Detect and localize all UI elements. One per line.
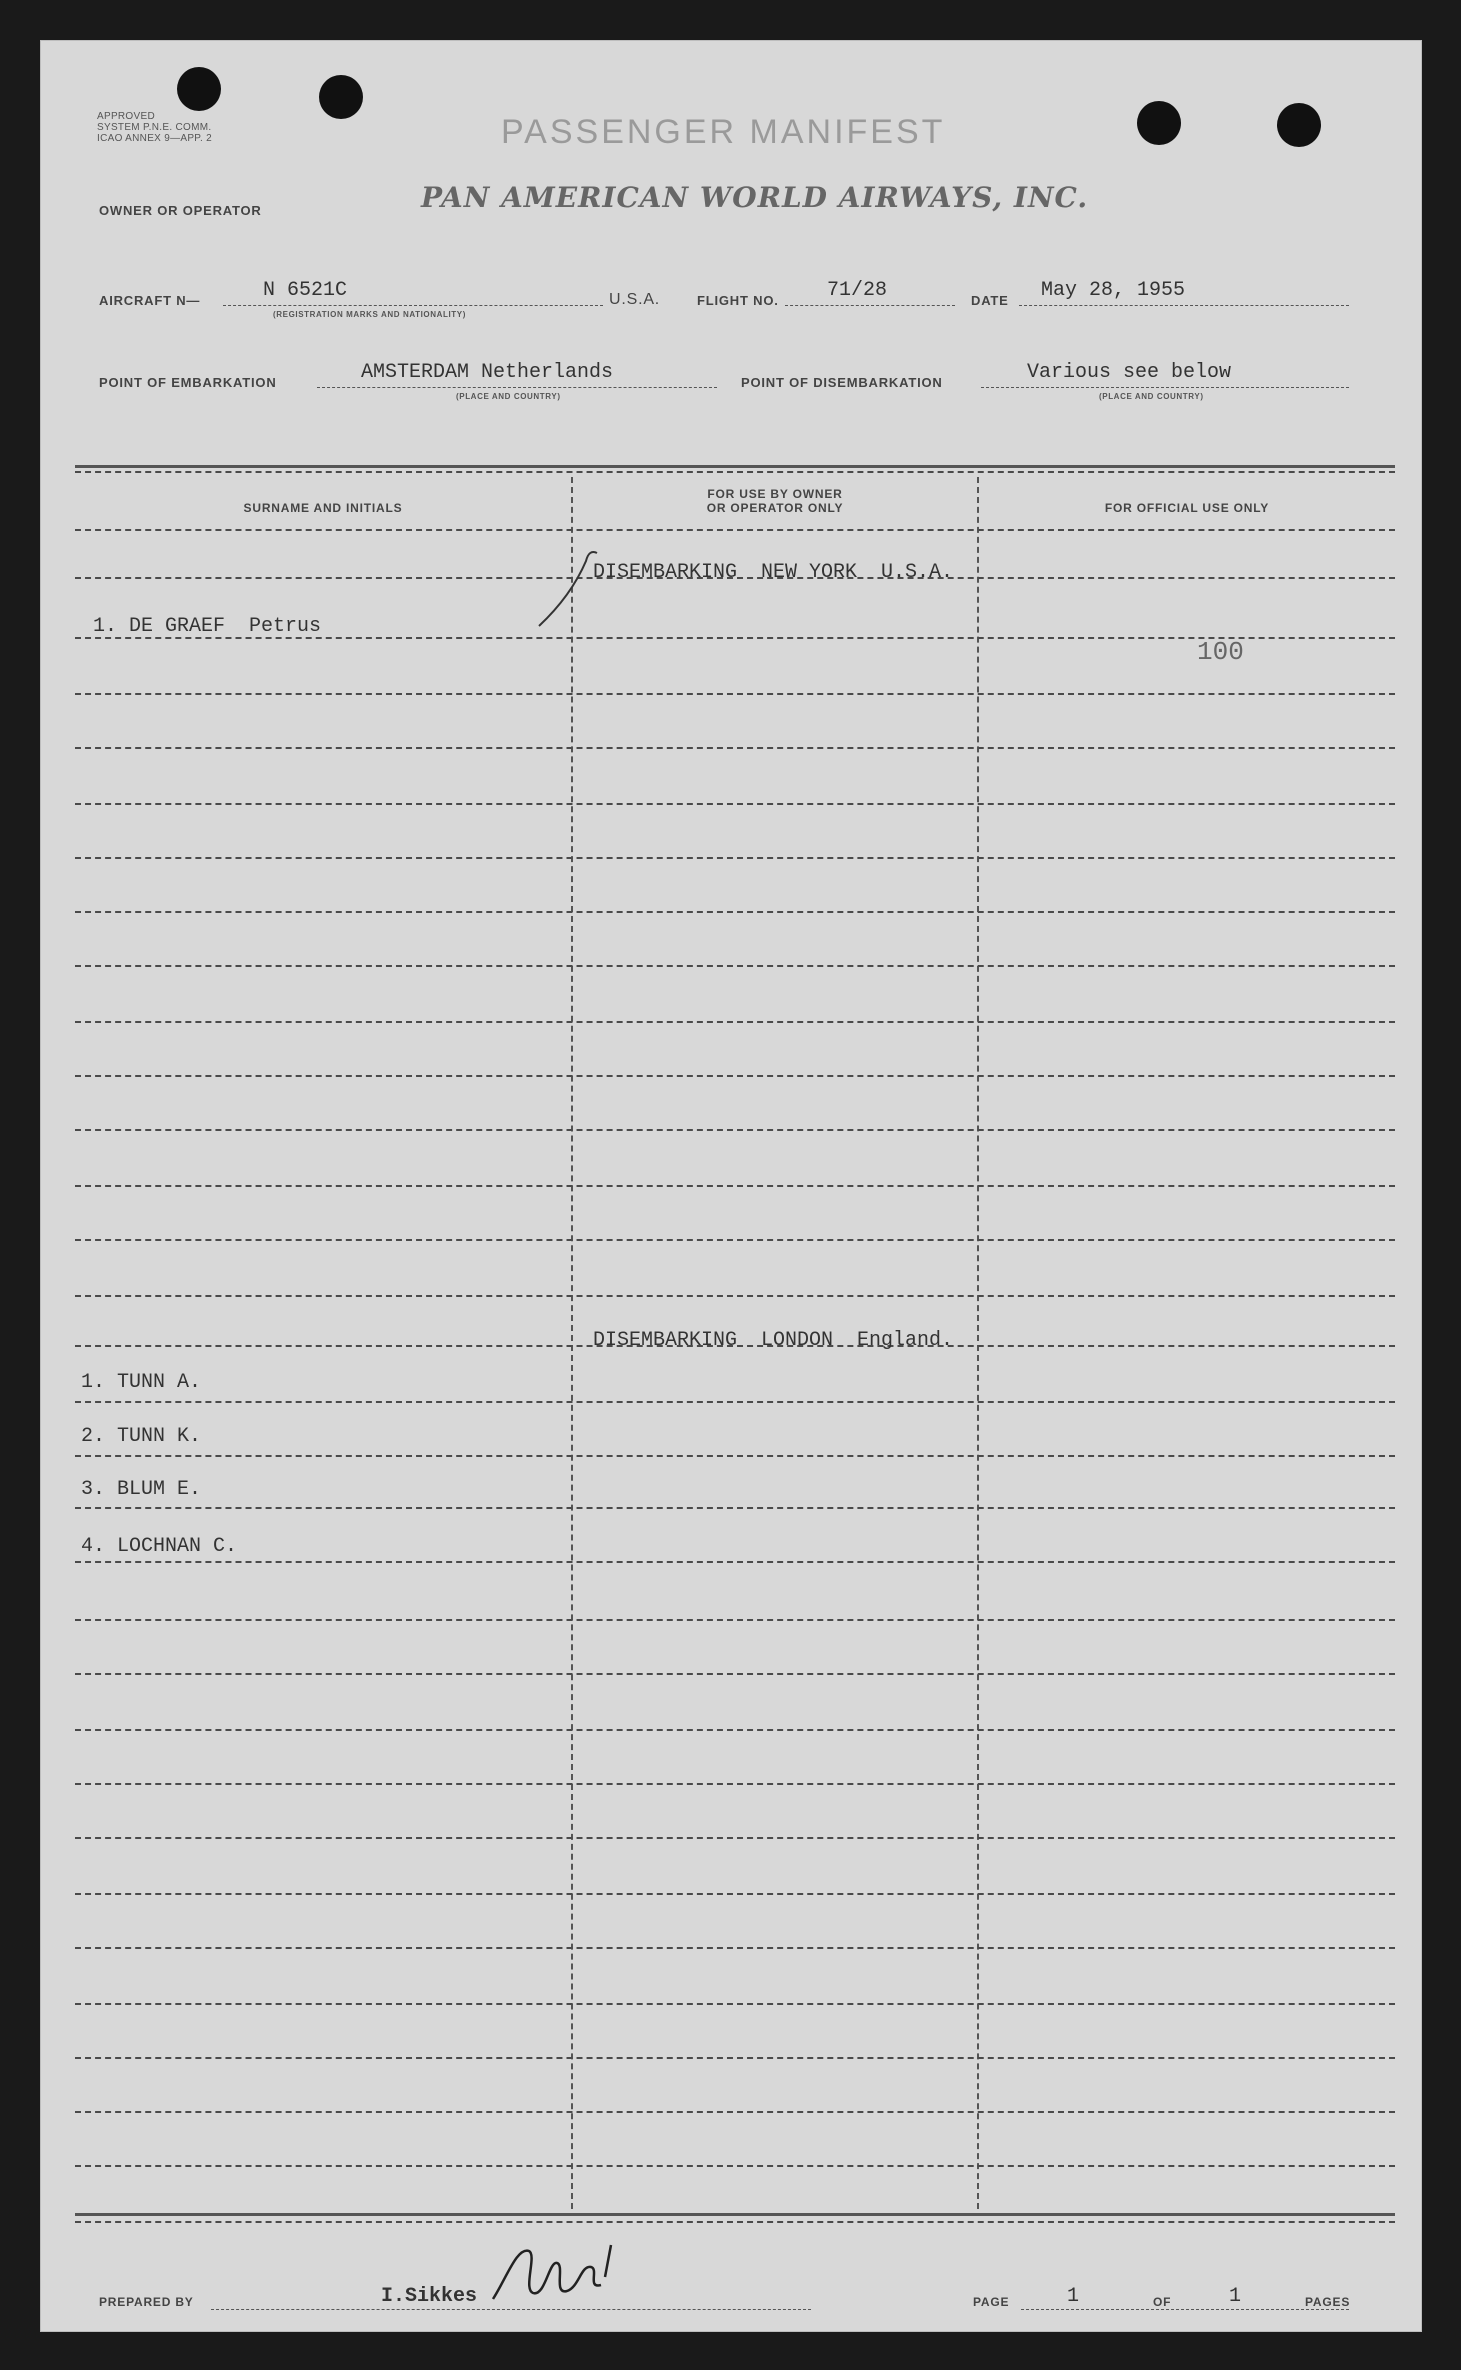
aircraft-sublabel: (REGISTRATION MARKS AND NATIONALITY) bbox=[273, 310, 466, 319]
page-label: PAGE bbox=[973, 2295, 1010, 2309]
punch-hole bbox=[1137, 101, 1181, 145]
row-rule bbox=[75, 803, 1395, 805]
row-rule bbox=[75, 1619, 1395, 1621]
passenger-entry: 3. BLUM E. bbox=[81, 1478, 202, 1501]
embarkation-underline bbox=[317, 387, 717, 388]
row-rule bbox=[75, 693, 1395, 695]
row-rule bbox=[75, 1129, 1395, 1131]
approval-line: APPROVED bbox=[97, 111, 155, 122]
table-top-rule bbox=[75, 465, 1395, 468]
pages-label: PAGES bbox=[1305, 2295, 1351, 2309]
checkmark-stroke bbox=[531, 541, 611, 631]
row-rule bbox=[75, 2057, 1395, 2059]
passenger-entry: 1. DE GRAEF Petrus bbox=[93, 615, 322, 638]
row-rule bbox=[75, 1075, 1395, 1077]
row-rule bbox=[75, 747, 1395, 749]
embarkation-sublabel: (PLACE AND COUNTRY) bbox=[456, 392, 561, 401]
punch-hole bbox=[1277, 103, 1321, 147]
approval-line: SYSTEM P.N.E. COMM. bbox=[97, 122, 212, 133]
pages-value: 1 bbox=[1229, 2285, 1242, 2308]
form-title: PASSENGER MANIFEST bbox=[501, 113, 946, 151]
passenger-entry: 4. LOCHNAN C. bbox=[81, 1535, 238, 1558]
punch-hole bbox=[177, 67, 221, 111]
row-rule bbox=[75, 1401, 1395, 1403]
page-underline bbox=[1021, 2309, 1349, 2310]
row-rule bbox=[75, 1947, 1395, 1949]
owner-label: OWNER OR OPERATOR bbox=[99, 203, 262, 218]
flight-label: FLIGHT NO. bbox=[697, 293, 779, 308]
date-label: DATE bbox=[971, 293, 1009, 308]
disembarkation-value: Various see below bbox=[1027, 361, 1232, 384]
section-heading-london: DISEMBARKING LONDON England. bbox=[593, 1329, 954, 1352]
date-value: May 28, 1955 bbox=[1041, 279, 1186, 302]
row-rule bbox=[75, 1185, 1395, 1187]
table-bottom-rule bbox=[75, 2213, 1395, 2216]
aircraft-value: N 6521C bbox=[263, 279, 348, 302]
disembarkation-sublabel: (PLACE AND COUNTRY) bbox=[1099, 392, 1204, 401]
col-owner-header bbox=[573, 487, 977, 515]
row-rule bbox=[75, 1893, 1395, 1895]
row-rule bbox=[75, 2165, 1395, 2167]
passenger-entry: 1. TUNN A. bbox=[81, 1371, 202, 1394]
manifest-sheet bbox=[40, 40, 1422, 2332]
col-surname-header: SURNAME AND INITIALS bbox=[243, 501, 403, 515]
flight-value: 71/28 bbox=[827, 279, 888, 302]
disembarkation-label: POINT OF DISEMBARKATION bbox=[741, 375, 943, 390]
row-rule bbox=[75, 1021, 1395, 1023]
row-rule bbox=[75, 1507, 1395, 1509]
row-rule bbox=[75, 911, 1395, 913]
col-owner-header-line: OR OPERATOR ONLY bbox=[706, 501, 844, 515]
signature bbox=[487, 2237, 627, 2317]
row-rule bbox=[75, 1673, 1395, 1675]
row-rule bbox=[75, 2111, 1395, 2113]
disembarkation-underline bbox=[981, 387, 1349, 388]
row-rule bbox=[75, 529, 1395, 531]
date-underline bbox=[1019, 305, 1349, 306]
aircraft-underline bbox=[223, 305, 603, 306]
section-heading-new-york: DISEMBARKING NEW YORK U.S.A. bbox=[593, 561, 954, 584]
row-rule bbox=[75, 1783, 1395, 1785]
page-value: 1 bbox=[1067, 2285, 1080, 2308]
row-rule bbox=[75, 1561, 1395, 1563]
column-divider bbox=[571, 477, 573, 2209]
row-rule bbox=[75, 965, 1395, 967]
row-rule bbox=[75, 1239, 1395, 1241]
owner-value: PAN AMERICAN WORLD AIRWAYS, INC. bbox=[421, 181, 1089, 214]
row-rule bbox=[75, 1455, 1395, 1457]
flight-underline bbox=[785, 305, 955, 306]
official-mark: 100 bbox=[1197, 637, 1244, 667]
embarkation-label: POINT OF EMBARKATION bbox=[99, 375, 277, 390]
table-bottom-rule bbox=[75, 2221, 1395, 2223]
row-rule bbox=[75, 2003, 1395, 2005]
embarkation-value: AMSTERDAM Netherlands bbox=[361, 361, 614, 384]
usa-label: U.S.A. bbox=[609, 291, 661, 308]
passenger-entry: 2. TUNN K. bbox=[81, 1425, 202, 1448]
col-official-header: FOR OFFICIAL USE ONLY bbox=[1104, 501, 1270, 515]
approval-line: ICAO ANNEX 9—APP. 2 bbox=[97, 133, 213, 144]
row-rule bbox=[75, 857, 1395, 859]
prepared-label: PREPARED BY bbox=[99, 2295, 194, 2309]
table-top-rule bbox=[75, 471, 1395, 473]
col-owner-header-line: FOR USE BY OWNER bbox=[707, 487, 843, 501]
row-rule bbox=[75, 1295, 1395, 1297]
column-divider bbox=[977, 477, 979, 2209]
row-rule bbox=[75, 1837, 1395, 1839]
punch-hole bbox=[319, 75, 363, 119]
row-rule bbox=[75, 1729, 1395, 1731]
approval-note bbox=[97, 111, 297, 144]
of-label: OF bbox=[1153, 2295, 1172, 2309]
aircraft-label: AIRCRAFT N— bbox=[99, 293, 201, 308]
prepared-value: I.Sikkes bbox=[381, 2285, 478, 2308]
